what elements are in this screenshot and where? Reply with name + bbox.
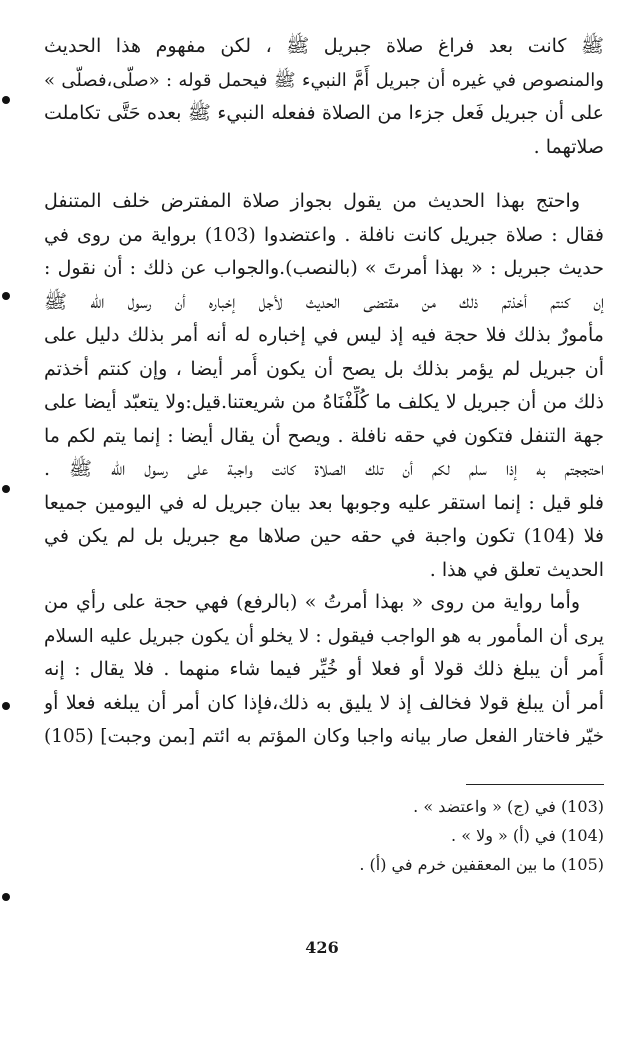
text-line: إن كنتم أخذتم ذلك من مقتضى الحديث لأجل إخباره أن رسول الله ﷺ	[44, 290, 604, 313]
text-line: وأما رواية من روى « بهذا أمرتُ » (بالرفع) فهي حجة على رأي من	[44, 591, 580, 613]
text-line: فقال : صلاة جبريل كانت نافلة . واعتضدوا (103) برواية من روى في	[44, 223, 604, 246]
text-line: حديث جبريل : « بهذا أمرتَ » (بالنصب).والجواب عن ذلك : أن نقول :	[44, 257, 604, 279]
text-line: صلاتهما .	[533, 135, 604, 158]
text-line: فلو قيل : إنما استقر عليه وجوبها بعد بيان جبريل له في اليومين جميعا	[44, 491, 604, 514]
page-number: 426	[305, 938, 339, 957]
text-line: مأمورٌ بذلك فلا حجة فيه إذ ليس في إخباره له أنه أمر بذلك دليل على	[44, 324, 604, 346]
text-line: ﷺ كانت بعد فراغ صلاة جبريل ﷺ ، لكن مفهوم هذا الحديث	[44, 35, 604, 57]
binding-hole-mark	[2, 485, 10, 493]
footnote-105: (105) ما بين المعقفين خرم في (أ) .	[359, 855, 604, 874]
footnotes	[44, 792, 604, 879]
footnote-divider	[466, 784, 604, 785]
text-line: على أن جبريل فَعل جزءا من الصلاة ففعله النبيء ﷺ بعده حَتَّى تكاملت	[44, 102, 604, 124]
footnote-104: (104) في (أ) « ولا » .	[451, 826, 604, 845]
text-line: أُمر أن يبلغ ذلك قولا أو فعلا أو خُيِّر فيما شاء منهما . فلا يقال : إنه	[44, 658, 604, 680]
footnote-103: (103) في (ج) « واعتضد » .	[413, 797, 604, 816]
text-line: احتججتم به إذا سلم لكم أن تلك الصلاة كانت واجبة على رسول الله ﷺ .	[44, 458, 604, 480]
text-line: أن جبريل لم يؤمر بذلك بل يصح أن يكون أُمر أيضا ، وإن كنتم أخذتم	[44, 357, 604, 380]
text-line: خيّر فاختار الفعل صار بيانه واجبا وكان المؤتم به ائتم [بمن وجبت] (105)	[44, 726, 604, 747]
binding-hole-mark	[2, 96, 10, 104]
paragraph-2	[44, 185, 604, 587]
text-line: أمر أن يبلغ قولا فخالف إذ لا يليق به ذلك،فإذا كان أمر أن يبلغه فعلا أو	[44, 691, 604, 714]
binding-hole-mark	[2, 292, 10, 300]
paragraph-3	[44, 586, 604, 754]
text-line: جهة التنفل فتكون في حقه نافلة . ويصح أن يقال أيضا : إنما يتم لكم ما	[44, 424, 604, 447]
text-line: فلا (104) تكون واجبة في حقه حين صلاها مع جبريل بل لم يكن في	[44, 525, 604, 547]
text-line: الحديث تعلق في هذا .	[429, 558, 604, 581]
binding-hole-mark	[2, 702, 10, 710]
paragraph-1	[44, 30, 604, 164]
binding-hole-mark	[2, 893, 10, 901]
text-line: ذلك من أن جبريل لا يكلف ما كُلِّفْنَاهُ من شريعتنا.قيل:ولا يتعبّد أيضا على	[44, 391, 604, 413]
text-line: والمنصوص في غيره أن جبريل أَمَّ النبيء ﷺ فيحمل قوله : «صلّى،فصلّى »	[44, 69, 604, 91]
text-line: واحتج بهذا الحديث من يقول بجواز صلاة المفترض خلف المتنفل	[44, 190, 580, 212]
text-line: يرى أن المأمور به هو الواجب فيقول : لا يخلو أن يكون جبريل عليه السلام	[44, 625, 604, 647]
